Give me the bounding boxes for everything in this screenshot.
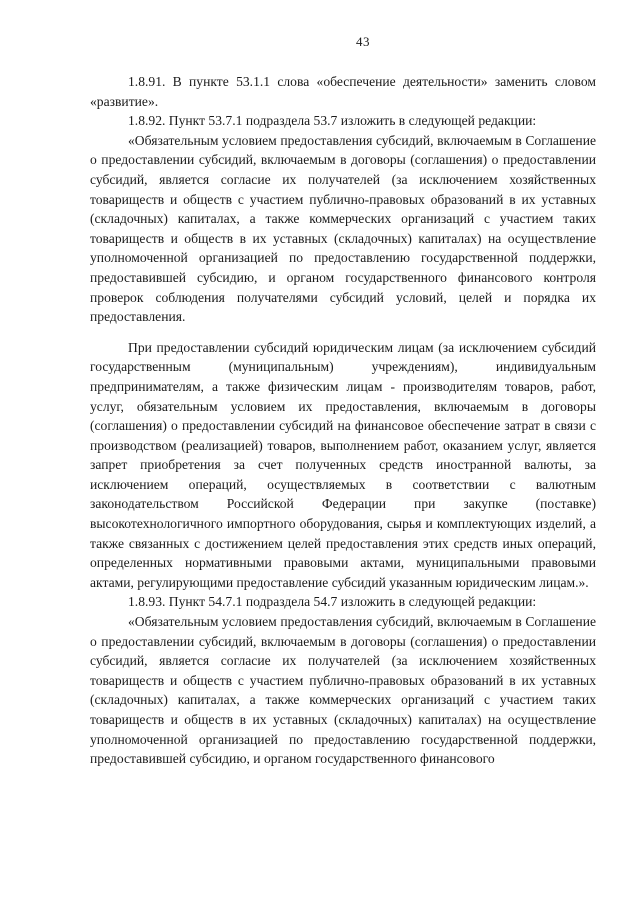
paragraph-53-7-1-condition: «Обязательным условием предоставления субсидий, включаемым в Соглашение о предоставлении субсидий, включаемым в договоры (соглашения) о предоставлении субсидий, является согласие их получателей (за исключением хозяйственных товариществ и обществ с участием публично-правовых образований в их уставных (складочных) капиталах, а также коммерческих организаций с участием таких товариществ и обществ в их уставных (складочных) капиталах) на осуществление уполномоченной организацией по предоставлению государственной поддержки, предоставившей субсидию, и органом государственного финансового контроля проверок соблюдения получателями субсидий условий, целей и порядка их предоставления. <box>90 132 596 325</box>
paragraph-53-7-1-currency-ban: При предоставлении субсидий юридическим лицам (за исключением субсидий государственным (муниципальным) учреждениям), индивидуальным предпринимателям, а также физическим лицам - производителям товаров, работ, услуг, обязательным условием их предоставления, включаемым в договоры (соглашения) о предоставлении субсидий на финансовое обеспечение затрат в связи с производством (реализацией) товаров, выполнением работ, оказанием услуг, является запрет приобретения за счет полученных средств иностранной валюты, за исключением операций, осуществляемых в соответствии с валютным законодательством Российской Федерации при закупке (поставке) высокотехнологичного импортного оборудования, сырья и комплектующих изделий, а также связанных с достижением целей предоставления этих средств иных операций, определенных нормативными правовыми актами, муниципальными правовыми актами, регулирующими предоставление субсидий указанным юридическим лицам.». <box>90 339 596 590</box>
paragraph-1-8-93: 1.8.93. Пункт 54.7.1 подраздела 54.7 изложить в следующей редакции: <box>128 594 537 610</box>
paragraph-1-8-92: 1.8.92. Пункт 53.7.1 подраздела 53.7 изложить в следующей редакции: <box>128 113 537 129</box>
paragraph-1-8-91: 1.8.91. В пункте 53.1.1 слова «обеспечение деятельности» заменить словом «развитие». <box>90 74 596 109</box>
paragraph-54-7-1-condition: «Обязательным условием предоставления субсидий, включаемым в Соглашение о предоставлении субсидий, включаемым в договоры (соглашения) о предоставлении субсидий, является согласие их получателей (за исключением хозяйственных товариществ и обществ с участием публично-правовых образований в их уставных (складочных) капиталах, а также коммерческих организаций с участием таких товариществ и обществ в их уставных (складочных) капиталах) на осуществление уполномоченной организацией по предоставлению государственной поддержки, предоставившей субсидию, и органом государственного финансового <box>90 614 596 767</box>
page-number: 43 <box>356 34 370 49</box>
